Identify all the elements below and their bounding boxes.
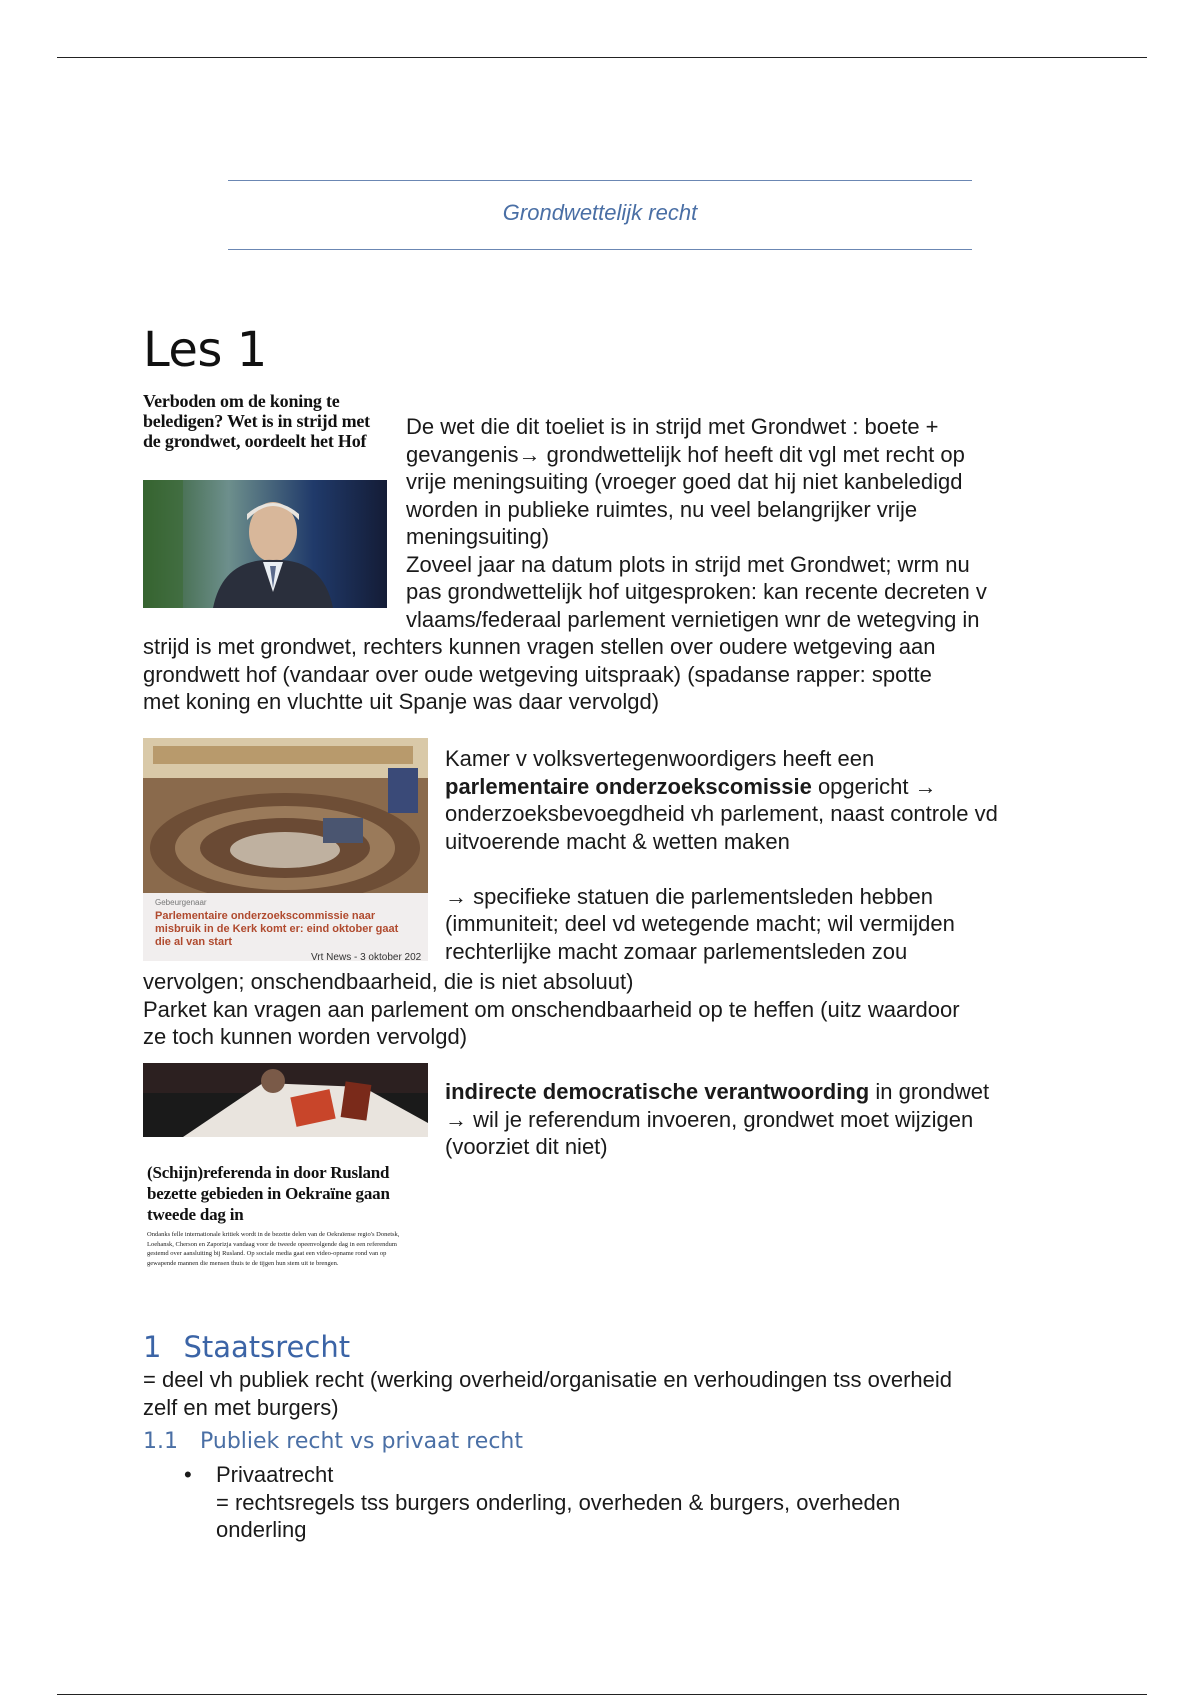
block1-wide-lines <box>143 633 1103 716</box>
text-line: met koning en vluchtte uit Spanje was daar vervolgd) <box>143 689 660 714</box>
image-label: Gebeurgenaar <box>155 898 207 907</box>
text-line: Zoveel jaar na datum plots in strijd met Grondwet; wrm nu <box>406 551 970 577</box>
text-line: strijd is met grondwet, rechters kunnen vragen stellen over oudere wetgeving aan <box>143 634 936 659</box>
block1-lines <box>406 413 1066 633</box>
text-line: vlaams/federaal parlement vernietigen wnr de wetegving in <box>406 606 980 632</box>
bullet-dot: • <box>184 1462 192 1487</box>
subsection-number: 1.1 <box>143 1429 178 1454</box>
text-line: zelf en met burgers) <box>143 1394 339 1420</box>
text-line: = rechtsregels tss burgers onderling, overheden & burgers, overheden <box>216 1489 901 1515</box>
parliament-news-image <box>143 738 428 961</box>
header-title: Grondwettelijk recht <box>502 200 698 225</box>
text-line: (voorziet dit niet) <box>445 1134 608 1159</box>
block2-lines <box>445 745 1105 965</box>
text-line: rechterlijke macht zomaar parlementsleden zou <box>445 938 908 964</box>
subsection-heading <box>143 1429 523 1454</box>
bullet-item-privaatrecht <box>180 1461 1080 1544</box>
image-headline: (Schijn)referenda in door Rusland bezette gebieden in Oekraïne gaan tweede dag in <box>147 1163 390 1224</box>
text-line: = deel vh publiek recht (werking overheid/organisatie en verhoudingen tss overheid <box>143 1367 952 1392</box>
bold-term: parlementaire onderzoekscomissie <box>445 773 812 799</box>
section1-lines <box>143 1366 1103 1421</box>
text-line: → specifieke statuen die parlementsleden hebben <box>445 883 933 909</box>
text-span: opgericht → <box>811 773 937 799</box>
king-photo <box>143 480 387 608</box>
image-body-text: Ondanks felle internationale kritiek wordt in de bezette delen van de Oekraïense regio's Donetsk, Loehansk, Cherson en Zaporizja vandaag voor de tweede opeenvolgende dag in een referendum gestemd over aansluiting bij Rusland. Op sociale media gaat een video-opname rond van op gewapende mannen die mensen thuis te de tijgen hun stem uit te brengen. <box>147 1231 400 1267</box>
page-top-rule <box>57 57 1147 58</box>
news-headline-king: Verboden om de koning te beledigen? Wet is in strijd met de grondwet, oordeelt het Hof <box>143 391 370 451</box>
page-bottom-rule <box>57 1694 1147 1695</box>
text-line: grondwett hof (vandaar over oude wetgeving uitspraak) (spadanse rapper: spotte <box>143 661 932 687</box>
text-line: onderzoeksbevoegdheid vh parlement, naast controle vd <box>445 801 998 826</box>
text-line: Parket kan vragen aan parlement om onschendbaarheid op te heffen (uitz waardoor <box>143 996 960 1022</box>
text-line: ze toch kunnen worden vervolgd) <box>143 1024 468 1049</box>
header-bottom-rule <box>228 249 972 250</box>
section-title: Staatsrecht <box>183 1330 351 1364</box>
section-heading-staatsrecht <box>143 1330 350 1364</box>
text-line: onderling <box>216 1517 307 1542</box>
text-line: worden in publieke ruimtes, nu veel belangrijker vrije <box>406 496 918 522</box>
referendum-news-image <box>143 1063 428 1303</box>
text-line: pas grondwettelijk hof uitgesproken: kan recente decreten v <box>406 579 987 604</box>
text-line: uitvoerende macht & wetten maken <box>445 828 790 854</box>
bullet-term: Privaatrecht <box>216 1462 334 1487</box>
text-line: De wet die dit toeliet is in strijd met Grondwet : boete + <box>406 414 939 439</box>
text-line: → wil je referendum invoeren, grondwet moet wijzigen <box>445 1106 974 1132</box>
text-line: meningsuiting) <box>406 524 550 549</box>
page-heading: Les 1 <box>143 322 267 378</box>
text-line <box>445 773 1105 801</box>
section-number: 1 <box>143 1330 162 1364</box>
bold-term: indirecte democratische verantwoording <box>445 1079 870 1104</box>
block2-wide-lines <box>143 968 1103 1051</box>
image-source: Vrt News - 3 oktober 202 <box>311 952 422 961</box>
text-span: in grondwet <box>869 1079 990 1104</box>
block3-lines <box>445 1078 1105 1161</box>
subsection-title: Publiek recht vs privaat recht <box>200 1429 523 1454</box>
header-top-rule <box>228 180 972 181</box>
text-line: gevangenis→ grondwettelijk hof heeft dit vgl met recht op <box>406 441 965 467</box>
image-caption: Parlementaire onderzoekscommissie naar misbruik in de Kerk komt er: eind oktober gaat die al van start <box>155 910 399 948</box>
text-line: vrije meningsuiting (vroeger goed dat hij niet kanbeledigd <box>406 469 963 494</box>
text-line: Kamer v volksvertegenwoordigers heeft een <box>445 746 875 771</box>
text-line <box>445 1078 1105 1106</box>
text-line: vervolgen; onschendbaarheid, die is niet absoluut) <box>143 969 634 994</box>
text-line: (immuniteit; deel vd wetegende macht; wil vermijden <box>445 911 955 936</box>
